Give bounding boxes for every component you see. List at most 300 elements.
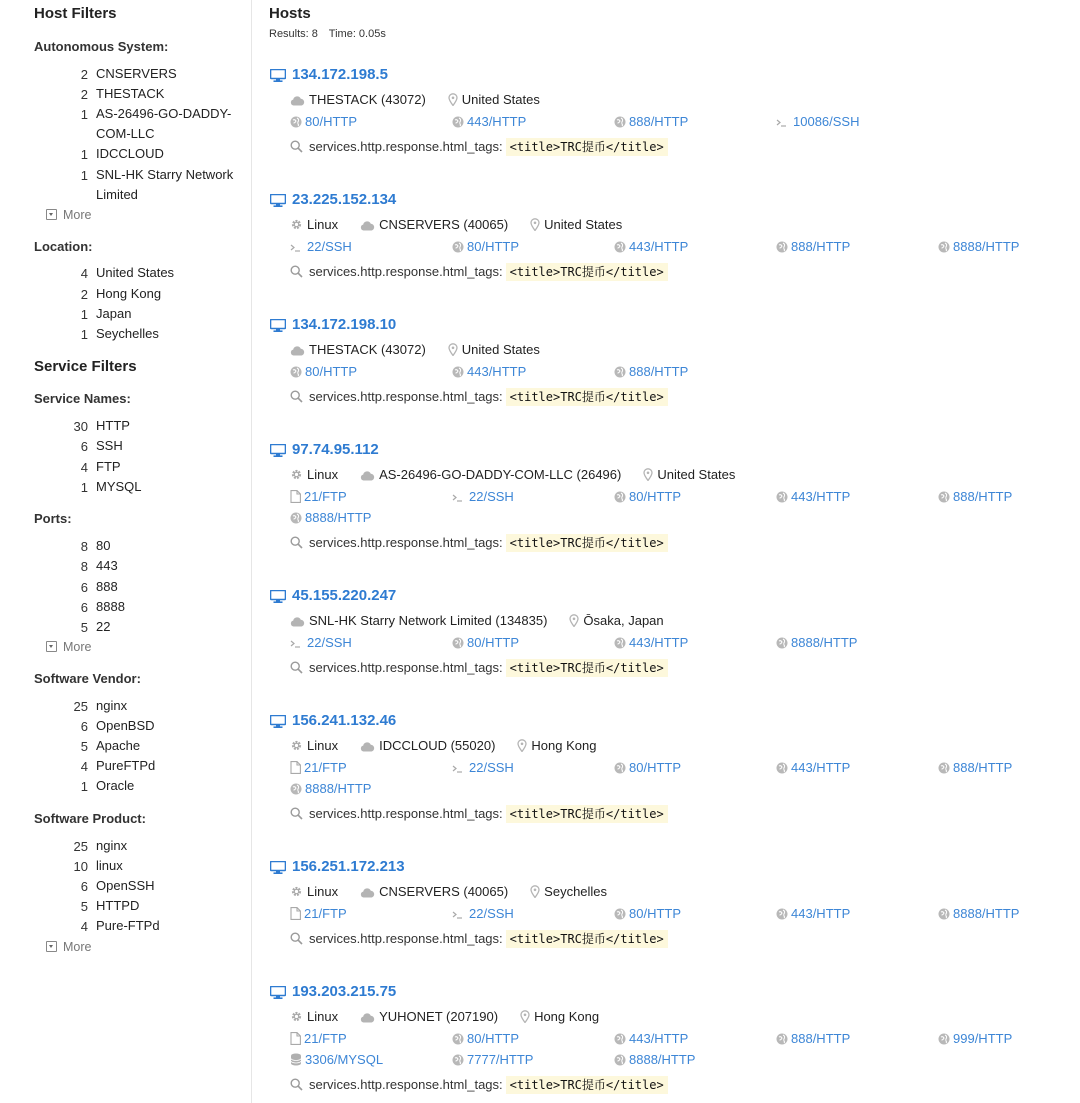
globe-icon (290, 114, 305, 129)
service-link[interactable] (614, 1052, 695, 1070)
service-link[interactable] (290, 635, 352, 653)
filter-item[interactable] (0, 84, 240, 104)
filter-count: 1 (80, 307, 88, 322)
cloud-icon (360, 1009, 379, 1024)
globe-icon (938, 239, 953, 254)
filter-item[interactable] (0, 876, 240, 896)
filter-count: 10 (73, 859, 88, 874)
host-info (290, 217, 644, 235)
service-link[interactable] (776, 114, 860, 132)
host-info (290, 1009, 621, 1027)
service-link[interactable] (776, 239, 850, 257)
globe-icon (452, 1031, 467, 1046)
filter-item[interactable] (0, 536, 240, 556)
filter-name: nginx (96, 698, 128, 713)
hosts-results-panel (253, 0, 1080, 1103)
globe-icon (938, 1031, 953, 1046)
monitor-icon (270, 715, 286, 728)
filter-item[interactable] (0, 736, 240, 756)
asn-name: CNSERVERS (40065) (379, 884, 509, 899)
file-icon (290, 489, 304, 504)
query-value: <title>TRC提币</title> (506, 1076, 668, 1094)
service-link[interactable] (452, 364, 526, 382)
globe-icon (776, 489, 791, 504)
filter-item[interactable] (0, 716, 240, 736)
service-label: 888/HTTP (791, 239, 851, 254)
service-names-label: Service Names: (34, 391, 131, 406)
search-icon (290, 389, 309, 404)
os-name: Linux (307, 467, 339, 482)
terminal-icon (452, 489, 469, 504)
service-link[interactable] (614, 114, 688, 132)
filter-item[interactable] (0, 556, 240, 576)
service-link[interactable] (938, 760, 1012, 778)
globe-icon (776, 1031, 791, 1046)
filter-count: 6 (80, 879, 88, 894)
filter-item[interactable] (0, 457, 240, 477)
service-link[interactable] (290, 906, 347, 924)
service-link[interactable] (776, 906, 850, 924)
host-info (290, 613, 686, 631)
globe-icon (452, 239, 467, 254)
expand-icon (46, 941, 57, 952)
asn-info (290, 613, 547, 628)
filter-name: IDCCLOUD (96, 146, 164, 161)
filter-count: 8 (80, 559, 88, 574)
filter-count: 6 (80, 439, 88, 454)
filter-count: 2 (80, 87, 88, 102)
filter-count: 1 (80, 779, 88, 794)
location-info (643, 467, 735, 482)
gear-icon (290, 738, 307, 753)
query-field: services.http.response.html_tags: (309, 931, 503, 946)
globe-icon (776, 906, 791, 921)
service-label: 21/FTP (304, 489, 347, 504)
matched-query (290, 805, 668, 825)
filter-item[interactable] (0, 836, 240, 856)
page-title: Hosts (269, 5, 311, 22)
globe-icon (614, 635, 629, 650)
query-field: services.http.response.html_tags: (309, 535, 503, 550)
globe-icon (452, 1052, 467, 1067)
terminal-icon (290, 635, 307, 650)
filter-count: 2 (80, 287, 88, 302)
gear-icon (290, 1009, 307, 1024)
location-info (520, 1009, 599, 1024)
os-name: Linux (307, 884, 339, 899)
service-label: 7777/HTTP (467, 1052, 534, 1067)
asn-info (290, 92, 426, 107)
filter-name: SSH (96, 438, 123, 453)
location-info (569, 613, 663, 628)
search-icon (290, 1077, 309, 1092)
location-pin-icon (643, 467, 657, 482)
filter-name: HTTPD (96, 898, 140, 913)
service-link[interactable] (776, 489, 850, 507)
filter-count: 25 (73, 699, 88, 714)
service-label: 443/HTTP (629, 239, 689, 254)
filter-item[interactable] (0, 144, 240, 164)
location-info (517, 738, 596, 753)
filter-count: 5 (80, 620, 88, 635)
service-link[interactable] (290, 114, 357, 132)
asn-name: CNSERVERS (40065) (379, 217, 509, 232)
location-name: United States (461, 92, 540, 107)
filter-item[interactable] (0, 597, 240, 617)
asn-name: IDCCLOUD (55020) (379, 738, 496, 753)
filter-item[interactable] (0, 104, 240, 144)
service-label: 888/HTTP (791, 1031, 851, 1046)
location-pin-icon (448, 342, 462, 357)
service-label: 22/SSH (469, 489, 514, 504)
asn-name: THESTACK (43072) (309, 342, 426, 357)
ports-more-button[interactable]: More (46, 640, 91, 654)
terminal-icon (452, 906, 469, 921)
globe-icon (938, 906, 953, 921)
query-value: <title>TRC提币</title> (506, 263, 668, 281)
location-name: Hong Kong (534, 1009, 600, 1024)
os-info (290, 217, 338, 232)
filter-name: 22 (96, 619, 111, 634)
service-label: 8888/HTTP (305, 510, 372, 525)
filter-item[interactable] (0, 896, 240, 916)
search-icon (290, 139, 309, 154)
matched-query (290, 659, 668, 679)
service-label: 443/HTTP (629, 1031, 689, 1046)
service-link[interactable] (452, 635, 519, 653)
host-ip-link[interactable]: 134.172.198.5 (292, 66, 388, 83)
query-value: <title>TRC提币</title> (506, 534, 668, 552)
filter-name: Seychelles (96, 326, 159, 341)
asn-name: YUHONET (207190) (379, 1009, 499, 1024)
cloud-icon (360, 738, 379, 753)
monitor-icon (270, 319, 286, 332)
service-label: 22/SSH (307, 635, 352, 650)
service-label: 888/HTTP (953, 489, 1013, 504)
service-link[interactable] (290, 1031, 347, 1049)
service-link[interactable] (938, 239, 1019, 257)
filter-item[interactable] (0, 916, 240, 936)
matched-query (290, 388, 668, 408)
location-label: Location: (34, 239, 93, 254)
query-field: services.http.response.html_tags: (309, 660, 503, 675)
filter-name: United States (96, 265, 175, 280)
globe-icon (938, 489, 953, 504)
globe-icon (614, 114, 629, 129)
matched-query (290, 534, 668, 554)
terminal-icon (452, 760, 469, 775)
os-info (290, 1009, 338, 1024)
service-label: 999/HTTP (953, 1031, 1013, 1046)
filter-name: Oracle (96, 778, 135, 793)
filter-item[interactable] (0, 304, 240, 324)
location-info (448, 342, 540, 357)
filter-item[interactable] (0, 436, 240, 456)
monitor-icon (270, 194, 286, 207)
service-label: 80/HTTP (467, 635, 520, 650)
filter-count: 5 (80, 739, 88, 754)
service-link[interactable] (776, 1031, 850, 1049)
filter-count: 2 (80, 67, 88, 82)
service-label: 888/HTTP (953, 760, 1013, 775)
service-link[interactable] (452, 114, 526, 132)
filter-count: 1 (80, 107, 88, 122)
filter-count: 1 (80, 480, 88, 495)
service-link[interactable] (938, 489, 1012, 507)
terminal-icon (290, 239, 307, 254)
matched-query (290, 263, 668, 283)
query-value: <title>TRC提币</title> (506, 388, 668, 406)
globe-icon (776, 760, 791, 775)
service-label: 10086/SSH (793, 114, 860, 129)
results-meta (269, 28, 394, 40)
service-link[interactable] (452, 1031, 519, 1049)
filter-name: PureFTPd (96, 758, 156, 773)
service-link[interactable] (290, 489, 347, 507)
service-link[interactable] (614, 635, 688, 653)
filter-item[interactable] (0, 64, 240, 84)
filter-count: 4 (80, 460, 88, 475)
service-label: 21/FTP (304, 760, 347, 775)
filter-item[interactable] (0, 324, 240, 344)
service-link[interactable] (938, 1031, 1012, 1049)
service-link[interactable] (290, 239, 352, 257)
filter-item[interactable] (0, 165, 240, 205)
service-link[interactable] (776, 635, 857, 653)
globe-icon (776, 635, 791, 650)
service-link[interactable] (290, 1052, 383, 1070)
service-link[interactable] (452, 239, 519, 257)
globe-icon (938, 760, 953, 775)
host-ip-link[interactable]: 156.251.172.213 (292, 858, 405, 875)
filter-count: 4 (80, 919, 88, 934)
globe-icon (614, 906, 629, 921)
service-filters-title: Service Filters (34, 358, 137, 375)
service-label: 443/HTTP (467, 114, 527, 129)
query-value: <title>TRC提币</title> (506, 659, 668, 677)
host-ip-link[interactable]: 45.155.220.247 (292, 587, 397, 604)
service-label: 8888/HTTP (791, 635, 858, 650)
location-name: United States (544, 217, 623, 232)
service-link[interactable] (290, 760, 347, 778)
asn-info (360, 1009, 498, 1024)
service-label: 21/FTP (304, 906, 347, 921)
as-more-button[interactable]: More (46, 208, 91, 222)
search-icon (290, 806, 309, 821)
host-info (290, 884, 629, 902)
service-label: 443/HTTP (467, 364, 527, 379)
asn-info (360, 884, 508, 899)
service-link[interactable] (290, 781, 371, 799)
globe-icon (290, 364, 305, 379)
filter-name: MYSQL (96, 479, 142, 494)
filter-item[interactable] (0, 416, 240, 436)
globe-icon (614, 1052, 629, 1067)
matched-query (290, 138, 668, 158)
monitor-icon (270, 590, 286, 603)
filter-item[interactable] (0, 577, 240, 597)
service-link[interactable] (614, 239, 688, 257)
cloud-icon (360, 884, 379, 899)
host-filters-title: Host Filters (34, 5, 117, 22)
expand-icon (46, 209, 57, 220)
filter-count: 6 (80, 719, 88, 734)
filter-name: nginx (96, 838, 128, 853)
host-ip-link[interactable]: 23.225.152.134 (292, 191, 397, 208)
query-value: <title>TRC提币</title> (506, 930, 668, 948)
ports-label: Ports: (34, 511, 72, 526)
location-info (530, 217, 622, 232)
service-label: 443/HTTP (629, 635, 689, 650)
service-link[interactable] (776, 760, 850, 778)
service-link[interactable] (290, 364, 357, 382)
filter-count: 1 (80, 168, 88, 183)
service-label: 22/SSH (307, 239, 352, 254)
filter-item[interactable] (0, 263, 240, 283)
cloud-icon (290, 613, 309, 628)
os-name: Linux (307, 1009, 339, 1024)
monitor-icon (270, 986, 286, 999)
cloud-icon (360, 467, 379, 482)
query-field: services.http.response.html_tags: (309, 1077, 503, 1092)
location-pin-icon (520, 1009, 534, 1024)
query-field: services.http.response.html_tags: (309, 264, 503, 279)
location-name: United States (461, 342, 540, 357)
query-field: services.http.response.html_tags: (309, 139, 503, 154)
filter-item[interactable] (0, 856, 240, 876)
database-icon (290, 1052, 305, 1067)
filter-count: 6 (80, 600, 88, 615)
filter-item[interactable] (0, 284, 240, 304)
filter-name: Japan (96, 306, 132, 321)
filter-name: OpenSSH (96, 878, 155, 893)
os-info (290, 467, 338, 482)
filter-item[interactable] (0, 617, 240, 637)
filter-name: linux (96, 858, 123, 873)
cloud-icon (360, 217, 379, 232)
filter-name: 8888 (96, 599, 125, 614)
globe-icon (290, 781, 305, 796)
service-label: 3306/MYSQL (305, 1052, 384, 1067)
service-link[interactable] (614, 364, 688, 382)
location-pin-icon (530, 217, 544, 232)
host-info (290, 738, 618, 756)
service-link[interactable] (614, 760, 681, 778)
location-pin-icon (517, 738, 531, 753)
host-info (290, 342, 562, 360)
host-info (290, 467, 757, 485)
filter-count: 4 (80, 759, 88, 774)
service-link[interactable] (452, 760, 514, 778)
query-value: <title>TRC提币</title> (506, 805, 668, 823)
filter-name: 80 (96, 538, 111, 553)
service-link[interactable] (614, 489, 681, 507)
host-info (290, 92, 562, 110)
filter-count: 30 (73, 419, 88, 434)
service-label: 80/HTTP (467, 239, 520, 254)
globe-icon (290, 510, 305, 525)
filter-name: THESTACK (96, 86, 165, 101)
monitor-icon (270, 444, 286, 457)
filter-name: FTP (96, 459, 121, 474)
terminal-icon (776, 114, 793, 129)
host-ip-link[interactable]: 134.172.198.10 (292, 316, 397, 333)
host-ip-link[interactable]: 156.241.132.46 (292, 712, 397, 729)
globe-icon (452, 364, 467, 379)
location-name: United States (657, 467, 736, 482)
query-time: Time: 0.05s (328, 28, 386, 40)
service-label: 22/SSH (469, 906, 514, 921)
service-label: 21/FTP (304, 1031, 347, 1046)
search-icon (290, 660, 309, 675)
service-link[interactable] (452, 1052, 533, 1070)
filter-count: 25 (73, 839, 88, 854)
location-pin-icon (569, 613, 583, 628)
service-link[interactable] (614, 1031, 688, 1049)
filter-name: Apache (96, 738, 141, 753)
filter-count: 6 (80, 580, 88, 595)
expand-icon (46, 641, 57, 652)
host-ip-link[interactable]: 193.203.215.75 (292, 983, 397, 1000)
autonomous-system-label: Autonomous System: (34, 39, 169, 54)
asn-info (290, 342, 426, 357)
filter-name: SNL-HK Starry Network Limited (96, 167, 234, 202)
service-label: 22/SSH (469, 760, 514, 775)
search-icon (290, 264, 309, 279)
filter-item[interactable] (0, 756, 240, 776)
filter-name: Pure-FTPd (96, 918, 160, 933)
filter-item[interactable] (0, 477, 240, 497)
location-info (448, 92, 540, 107)
globe-icon (614, 239, 629, 254)
cloud-icon (290, 342, 309, 357)
globe-icon (776, 239, 791, 254)
file-icon (290, 760, 304, 775)
service-label: 80/HTTP (467, 1031, 520, 1046)
filter-name: HTTP (96, 418, 130, 433)
file-icon (290, 906, 304, 921)
results-count: Results: 8 (269, 28, 318, 40)
service-link[interactable] (614, 906, 681, 924)
host-ip-link[interactable]: 97.74.95.112 (292, 441, 379, 458)
location-name: Seychelles (544, 884, 608, 899)
filter-item[interactable] (0, 696, 240, 716)
filters-sidebar (0, 0, 252, 1103)
filter-count: 1 (80, 147, 88, 162)
filter-name: Hong Kong (96, 286, 162, 301)
service-link[interactable] (452, 489, 514, 507)
gear-icon (290, 467, 307, 482)
monitor-icon (270, 861, 286, 874)
service-label: 8888/HTTP (953, 906, 1020, 921)
service-label: 80/HTTP (305, 364, 358, 379)
service-label: 80/HTTP (629, 906, 682, 921)
product-more-button[interactable]: More (46, 940, 91, 954)
service-label: 443/HTTP (791, 906, 851, 921)
software-vendor-label: Software Vendor: (34, 671, 141, 686)
service-link[interactable] (938, 906, 1019, 924)
matched-query (290, 1076, 668, 1096)
globe-icon (614, 760, 629, 775)
service-link[interactable] (452, 906, 514, 924)
filter-item[interactable] (0, 776, 240, 796)
search-icon (290, 931, 309, 946)
os-name: Linux (307, 738, 339, 753)
filter-name: OpenBSD (96, 718, 155, 733)
location-info (530, 884, 607, 899)
filter-count: 8 (80, 539, 88, 554)
service-link[interactable] (290, 510, 371, 528)
